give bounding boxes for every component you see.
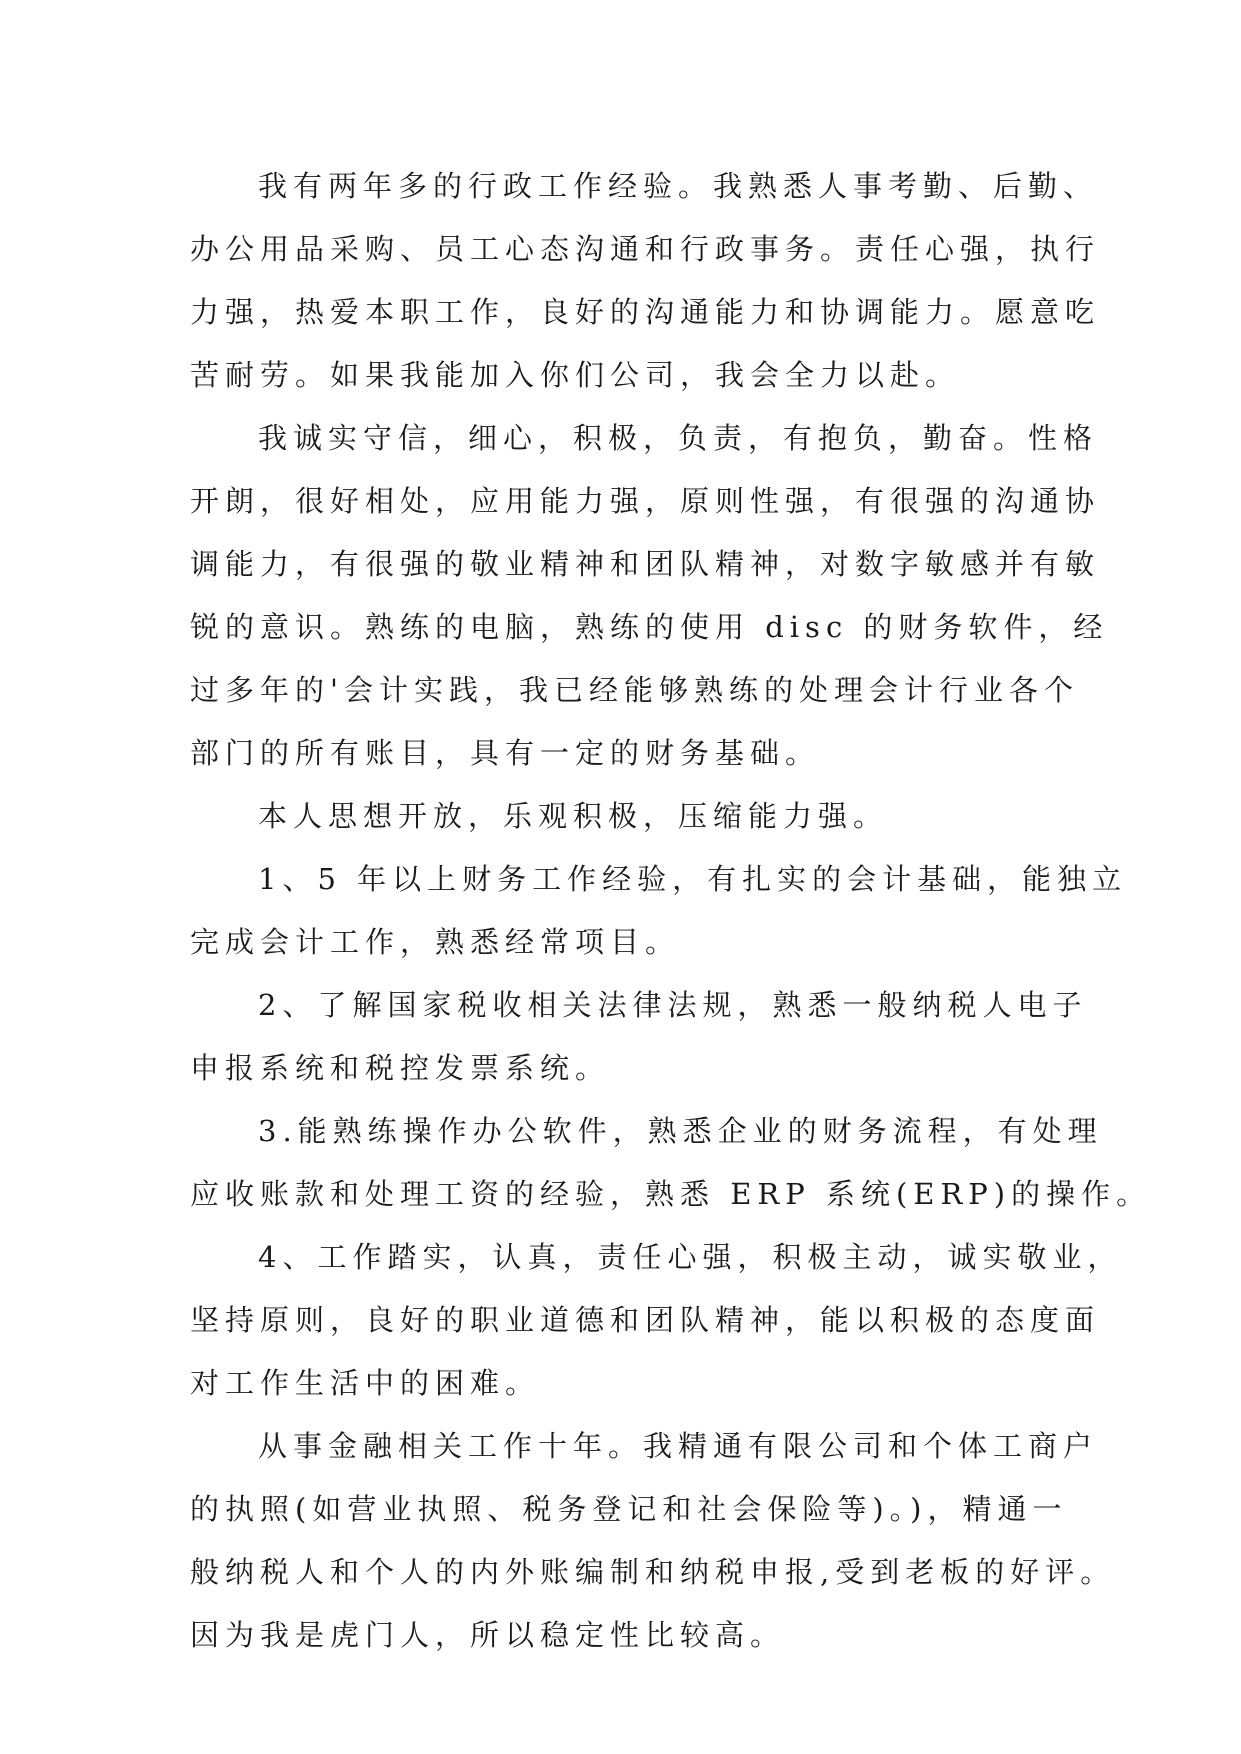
text-line: 4、工作踏实，认真，责任心强，积极主动，诚实敬业， [258, 1240, 1123, 1274]
text-line: 从事金融相关工作十年。我精通有限公司和个体工商户 [258, 1429, 1099, 1463]
text-line: 我诚实守信，细心，积极，负责，有抱负，勤奋。性格 [258, 421, 1099, 455]
text-line: 般纳税人和个人的内外账编制和纳税申报,受到老板的好评。 [190, 1555, 1116, 1589]
text-line: 1、5 年以上财务工作经验，有扎实的会计基础，能独立 [258, 862, 1128, 896]
paragraph-admin-experience [190, 155, 1101, 407]
text-line: 开朗，很好相处，应用能力强，原则性强，有很强的沟通协 [190, 484, 1101, 518]
text-line: 苦耐劳。如果我能加入你们公司，我会全力以赴。 [190, 358, 961, 392]
text-line: 锐的意识。熟练的电脑，熟练的使用 disc 的财务软件，经 [190, 610, 1109, 644]
text-line: 坚持原则，良好的职业道德和团队精神，能以积极的态度面 [190, 1303, 1101, 1337]
document-body [190, 155, 1152, 1667]
text-line: 2、了解国家税收相关法律法规，熟悉一般纳税人电子 [258, 988, 1088, 1022]
text-line: 完成会计工作，熟悉经常项目。 [190, 925, 681, 959]
text-line: 对工作生活中的困难。 [190, 1366, 541, 1400]
text-line: 我有两年多的行政工作经验。我熟悉人事考勤、后勤、 [258, 169, 1099, 203]
paragraph-item-1 [190, 848, 1128, 974]
text-line: 应收账款和处理工资的经验，熟悉 ERP 系统(ERP)的操作。 [190, 1177, 1152, 1211]
text-line: 本人思想开放，乐观积极，压缩能力强。 [258, 799, 889, 833]
paragraph-item-2 [190, 974, 1088, 1100]
paragraph-finance-experience [190, 1415, 1116, 1667]
text-line: 调能力，有很强的敬业精神和团队精神，对数字敏感并有敏 [190, 547, 1101, 581]
text-line: 3.能熟练操作办公软件，熟悉企业的财务流程，有处理 [258, 1114, 1103, 1148]
paragraph-open-minded [190, 785, 1070, 848]
paragraph-item-3 [190, 1100, 1152, 1226]
text-line: 的执照(如营业执照、税务登记和社会保险等)。)，精通一 [190, 1492, 1068, 1526]
text-line: 力强，热爱本职工作，良好的沟通能力和协调能力。愿意吃 [190, 295, 1101, 329]
text-line: 申报系统和税控发票系统。 [190, 1051, 611, 1085]
paragraph-personal-traits [190, 407, 1109, 785]
text-line: 因为我是虎门人，所以稳定性比较高。 [190, 1618, 786, 1652]
paragraph-item-4 [190, 1226, 1123, 1415]
text-line: 部门的所有账目，具有一定的财务基础。 [190, 736, 821, 770]
text-line: 过多年的'会计实践，我已经能够熟练的处理会计行业各个 [190, 673, 1079, 707]
text-line: 办公用品采购、员工心态沟通和行政事务。责任心强，执行 [190, 232, 1101, 266]
